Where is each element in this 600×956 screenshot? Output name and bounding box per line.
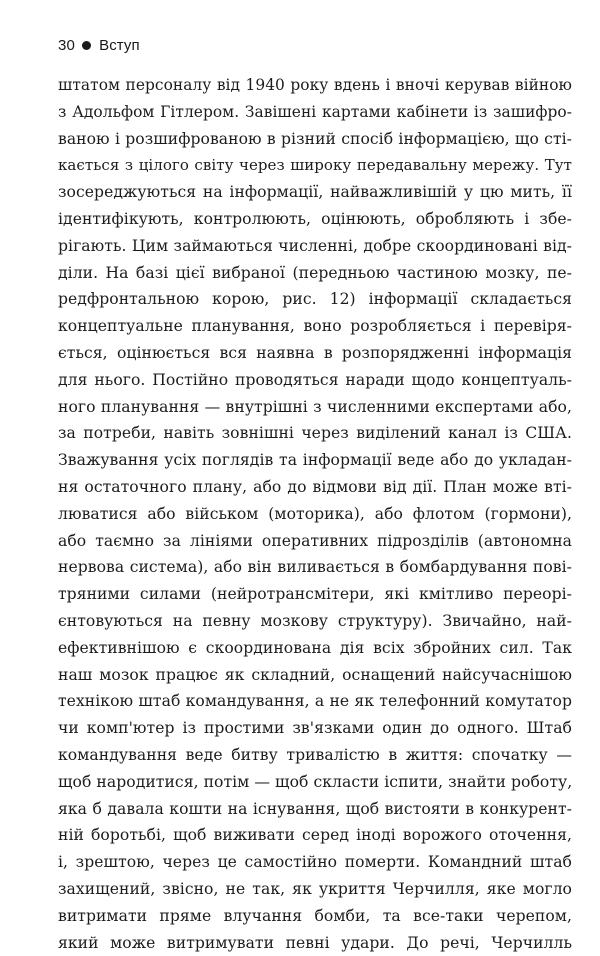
text-line: діли. На базі цієї вибраної (передньою частиною мозку, пе-	[58, 260, 572, 287]
text-line: люватися або військом (моторика), або флотом (гормони),	[58, 501, 572, 528]
text-line: зосереджуються на інформації, найважливішій у цю мить, її	[58, 179, 572, 206]
running-header	[58, 34, 140, 56]
page-number: 30	[58, 37, 75, 54]
text-line: концептуальне планування, воно розробляється і перевіря-	[58, 313, 572, 340]
text-line: з Адольфом Гітлером. Завішені картами кабінети із зашифро-	[58, 99, 572, 126]
text-line: штатом персоналу від 1940 року вдень і вночі керував війною	[58, 72, 572, 99]
text-line: нервова система), або він виливається в бомбардування пові-	[58, 554, 572, 581]
text-line: єнтовуються на певну мозкову структуру). Звичайно, най-	[58, 608, 572, 635]
text-line: ній боротьбі, щоб виживати серед іноді ворожого оточення,	[58, 822, 572, 849]
text-line: редфронтальною корою, рис. 12) інформації складається	[58, 286, 572, 313]
section-title: Вступ	[99, 37, 140, 54]
body-text	[58, 72, 572, 956]
text-line: чи комп'ютер із простими зв'язками один до одного. Штаб	[58, 715, 572, 742]
text-line: ваною і розшифрованою в різний спосіб інформацією, що сті-	[58, 126, 572, 153]
text-line: наш мозок працює як складний, оснащений найсучаснішою	[58, 662, 572, 689]
text-line: командування веде битву тривалістю в життя: спочатку —	[58, 742, 572, 769]
text-line: рігають. Цим займаються численні, добре скоординовані від-	[58, 233, 572, 260]
text-line: Зважування усіх поглядів та інформації веде або до укладан-	[58, 447, 572, 474]
text-line: щоб народитися, потім — щоб скласти іспити, знайти роботу,	[58, 769, 572, 796]
text-line: яка б давала кошти на існування, щоб вистояти в конкурент-	[58, 796, 572, 823]
text-line: технікою штаб командування, а не як телефонний комутатор	[58, 688, 572, 715]
text-line: для нього. Постійно проводяться наради щодо концептуаль-	[58, 367, 572, 394]
text-line: і, зрештою, через це самостійно померти. Командний штаб	[58, 849, 572, 876]
text-line: витримати пряме влучання бомби, та все-таки черепом,	[58, 903, 572, 930]
text-line: ного планування — внутрішні з численними експертами або,	[58, 394, 572, 421]
bullet-icon	[82, 41, 91, 50]
text-line: за потреби, навіть зовнішні через виділений канал із США.	[58, 420, 572, 447]
text-line: ефективнішою є скоординована дія всіх збройних сил. Так	[58, 635, 572, 662]
text-line: який може витримувати певні удари. До речі, Черчилль	[58, 930, 572, 956]
text-line: тряними силами (нейротрансмітери, які кмітливо переорі-	[58, 581, 572, 608]
text-line: кається з цілого світу через широку передавальну мережу. Тут	[58, 152, 572, 179]
text-line: ідентифікують, контролюють, оцінюють, обробляють і збе-	[58, 206, 572, 233]
text-line: ня остаточного плану, або до відмови від дії. План може вті-	[58, 474, 572, 501]
text-line: захищений, звісно, не так, як укриття Черчилля, яке могло	[58, 876, 572, 903]
text-line: ється, оцінюється вся наявна в розпорядженні інформація	[58, 340, 572, 367]
text-line: або таємно за лініями оперативних підрозділів (автономна	[58, 528, 572, 555]
